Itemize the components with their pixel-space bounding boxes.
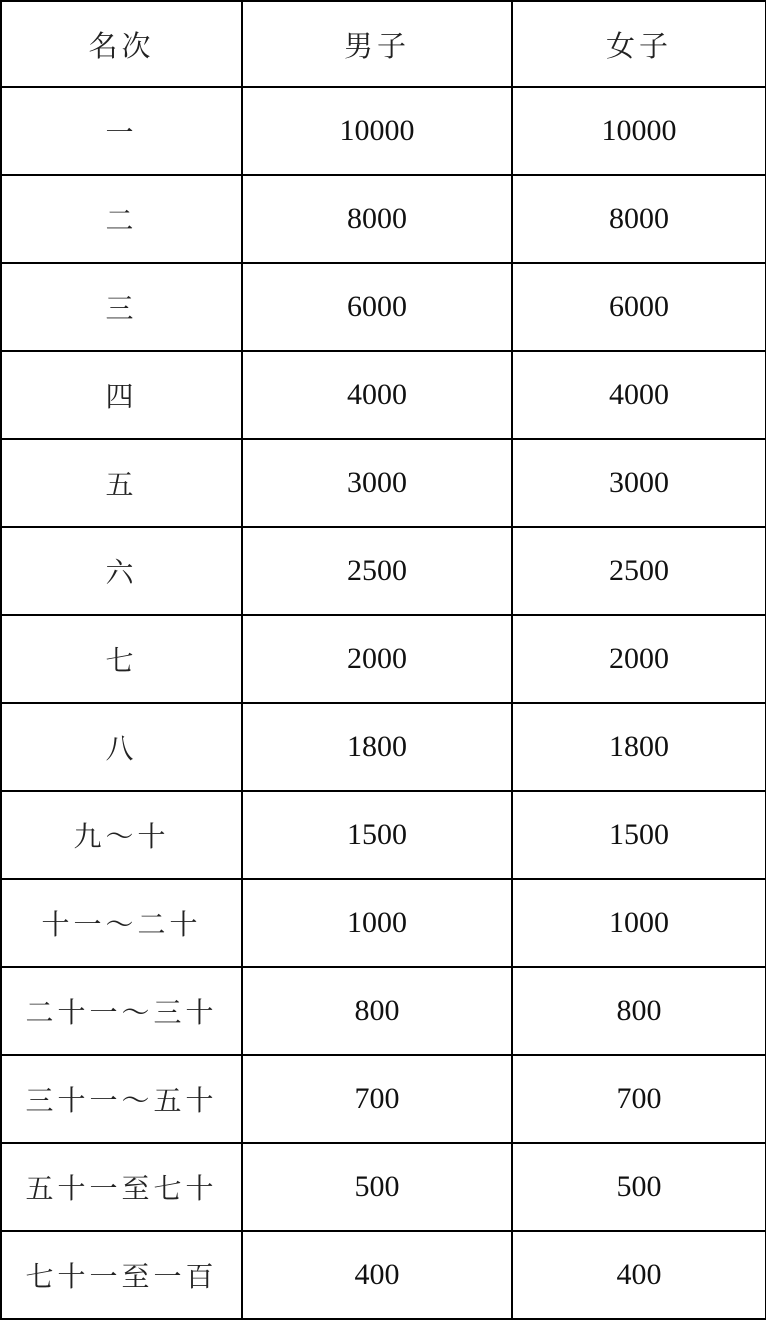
men-amount-cell: 500 <box>242 1143 512 1231</box>
table-row <box>1 1055 766 1143</box>
women-amount-cell: 400 <box>512 1231 766 1319</box>
men-amount-cell: 800 <box>242 967 512 1055</box>
women-amount-cell: 2500 <box>512 527 766 615</box>
women-amount-cell: 1000 <box>512 879 766 967</box>
men-amount-cell: 8000 <box>242 175 512 263</box>
men-amount-cell: 400 <box>242 1231 512 1319</box>
table-row <box>1 703 766 791</box>
rank-cell: 十一～二十 <box>1 879 242 967</box>
table-row <box>1 351 766 439</box>
table-row <box>1 1231 766 1319</box>
header-row <box>1 1 766 87</box>
table-row <box>1 791 766 879</box>
men-amount-cell: 1500 <box>242 791 512 879</box>
rank-cell: 七 <box>1 615 242 703</box>
women-amount-cell: 4000 <box>512 351 766 439</box>
table-row <box>1 263 766 351</box>
rank-cell: 六 <box>1 527 242 615</box>
rank-cell: 二 <box>1 175 242 263</box>
rank-cell: 七十一至一百 <box>1 1231 242 1319</box>
rank-cell: 二十一～三十 <box>1 967 242 1055</box>
women-amount-cell: 1500 <box>512 791 766 879</box>
women-amount-cell: 500 <box>512 1143 766 1231</box>
men-amount-cell: 3000 <box>242 439 512 527</box>
table-row <box>1 615 766 703</box>
rank-cell: 五 <box>1 439 242 527</box>
rank-cell: 九～十 <box>1 791 242 879</box>
header-rank: 名次 <box>1 1 242 87</box>
table-row <box>1 879 766 967</box>
women-amount-cell: 700 <box>512 1055 766 1143</box>
men-amount-cell: 6000 <box>242 263 512 351</box>
rank-cell: 四 <box>1 351 242 439</box>
men-amount-cell: 1800 <box>242 703 512 791</box>
header-men: 男子 <box>242 1 512 87</box>
men-amount-cell: 2500 <box>242 527 512 615</box>
rank-cell: 八 <box>1 703 242 791</box>
women-amount-cell: 1800 <box>512 703 766 791</box>
table-row <box>1 1143 766 1231</box>
table-row <box>1 527 766 615</box>
men-amount-cell: 2000 <box>242 615 512 703</box>
rank-cell: 三 <box>1 263 242 351</box>
table-row <box>1 967 766 1055</box>
women-amount-cell: 10000 <box>512 87 766 175</box>
women-amount-cell: 2000 <box>512 615 766 703</box>
men-amount-cell: 10000 <box>242 87 512 175</box>
women-amount-cell: 8000 <box>512 175 766 263</box>
table-row <box>1 87 766 175</box>
men-amount-cell: 1000 <box>242 879 512 967</box>
women-amount-cell: 800 <box>512 967 766 1055</box>
rank-cell: 三十一～五十 <box>1 1055 242 1143</box>
header-women: 女子 <box>512 1 766 87</box>
rank-cell: 五十一至七十 <box>1 1143 242 1231</box>
table-row <box>1 175 766 263</box>
rank-cell: 一 <box>1 87 242 175</box>
table-row <box>1 439 766 527</box>
women-amount-cell: 3000 <box>512 439 766 527</box>
men-amount-cell: 4000 <box>242 351 512 439</box>
men-amount-cell: 700 <box>242 1055 512 1143</box>
women-amount-cell: 6000 <box>512 263 766 351</box>
